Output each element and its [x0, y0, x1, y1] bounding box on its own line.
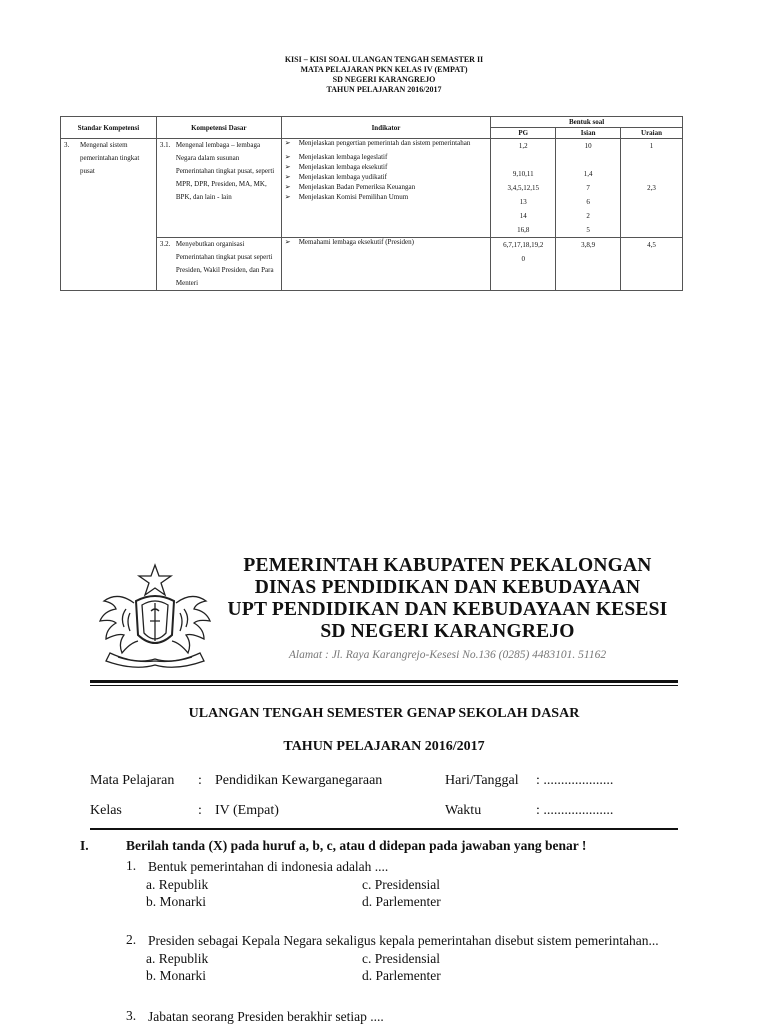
isian-value: 1,4: [583, 170, 593, 178]
letterhead-line: DINAS PENDIDIKAN DAN KEBUDAYAAN: [254, 577, 641, 598]
isian-value: 3,8,9: [581, 241, 596, 249]
pg-value: 0: [521, 255, 525, 263]
cell-uraian: [621, 238, 683, 291]
option-list: [146, 876, 700, 912]
isian-value: 7: [586, 184, 590, 192]
kd-number: 3.2.: [159, 240, 171, 248]
pg-value: 6,7,17,18,19,2: [503, 241, 544, 249]
header-isian: Isian: [556, 128, 621, 139]
cell-isian: [556, 238, 621, 291]
divider: [90, 680, 678, 683]
exam-year: TAHUN PELAJARAN 2016/2017: [283, 739, 485, 754]
section-instruction: Berilah tanda (X) pada huruf a, b, c, atau d didepan pada jawaban yang benar !: [126, 838, 587, 853]
pg-value: 14: [519, 212, 527, 220]
question-section: [80, 838, 700, 1026]
header-pg: PG: [491, 128, 556, 139]
list-item: ➢ Menjelaskan Komisi Pemilihan Umum: [285, 193, 488, 202]
pg-value: 1,2: [518, 142, 528, 150]
option-d[interactable]: d. Parlementer: [362, 968, 441, 983]
kisi-table: [60, 116, 683, 291]
kelas-value: IV (Empat): [215, 803, 279, 818]
option-c[interactable]: c. Presidensial: [362, 877, 440, 892]
colon: :: [198, 803, 202, 818]
letterhead-text: [215, 555, 680, 665]
cell-isian: [556, 139, 621, 238]
section-heading: [80, 838, 700, 858]
uraian-value: 2,3: [647, 184, 656, 192]
kd-text: Menyebutkan organisasi Pemerintahan tingkat pusat seperti Presiden, Wakil Presiden, dan Para Menteri: [175, 240, 274, 287]
isian-value: 6: [586, 198, 590, 206]
question-item: [126, 932, 666, 950]
uraian-value: 4,5: [647, 241, 656, 249]
kd-number: 3.1.: [159, 141, 171, 149]
table-header-row: [61, 117, 683, 128]
isian-value: 2: [586, 212, 590, 220]
pg-value: 16,8: [517, 226, 530, 234]
cell-indikator: [281, 139, 491, 238]
pg-value: 9,10,11: [512, 170, 534, 178]
kd-text: Mengenal lembaga – lembaga Negara dalam susunan Pemerintahan tingkat pusat, seperti MPR, DPR, Presiden, MA, MK, BPK, dan lain - lain: [175, 141, 275, 201]
letterhead-line: PEMERINTAH KABUPATEN PEKALONGAN: [243, 555, 652, 576]
info-row-kelas: [90, 803, 690, 823]
kisi-title: [0, 55, 768, 95]
pg-value: [494, 153, 552, 167]
letterhead-address: Alamat : Jl. Raya Karangrejo-Kesesi No.136 (0285) 4483101. 51162: [288, 649, 607, 661]
question-number: 1.: [126, 858, 137, 873]
question-number: 3.: [126, 1008, 137, 1023]
option-a[interactable]: a. Republik: [146, 877, 209, 892]
section-number: I.: [80, 838, 89, 853]
option-b[interactable]: b. Monarki: [146, 968, 206, 983]
question-number: 2.: [126, 932, 137, 947]
header-sk: Standar Kompetensi: [61, 117, 157, 139]
question-item: [126, 1008, 700, 1026]
uraian-value: [624, 167, 679, 181]
uraian-value: 1: [649, 142, 654, 150]
header-kd: Kompetensi Dasar: [156, 117, 281, 139]
info-row-mapel: [90, 773, 690, 793]
cell-kd: [156, 238, 281, 291]
option-c[interactable]: c. Presidensial: [362, 951, 440, 966]
cell-indikator: [281, 238, 491, 291]
list-item: ➢ Menjelaskan lembaga eksekutif: [285, 163, 488, 172]
kelas-label: Kelas: [90, 803, 122, 818]
question-text: Bentuk pemerintahan di indonesia adalah ....: [148, 859, 389, 874]
isian-value: [559, 153, 617, 167]
kisi-title-line: SD NEGERI KARANGREJO: [332, 75, 436, 84]
header-bentuk-soal: Bentuk soal: [491, 117, 683, 128]
header-indikator: Indikator: [281, 117, 491, 139]
isian-value: 10: [584, 142, 592, 150]
cell-pg: [491, 238, 556, 291]
cell-uraian: [621, 139, 683, 238]
cell-pg: [491, 139, 556, 238]
letterhead-line: UPT PENDIDIKAN DAN KEBUDAYAAN KESESI: [227, 599, 668, 620]
hari-value: : ....................: [536, 773, 614, 788]
list-item: ➢ Menjelaskan Badan Pemeriksa Keuangan: [285, 183, 488, 192]
list-item: ➢ Menjelaskan lembaga legeslatif: [285, 153, 488, 162]
header-uraian: Uraian: [621, 128, 683, 139]
option-list: [146, 950, 700, 986]
hari-label: Hari/Tanggal: [445, 773, 519, 788]
sk-number: 3.: [64, 141, 70, 149]
colon: :: [198, 773, 202, 788]
cell-kd: [156, 139, 281, 238]
divider: [90, 828, 678, 830]
letterhead: [90, 555, 680, 675]
divider: [90, 685, 678, 686]
pg-value: 3,4,5,12,15: [507, 184, 539, 192]
question-text: Presiden sebagai Kepala Negara sekaligus kepala pemerintahan disebut sistem pemerintahan...: [148, 933, 659, 948]
option-b[interactable]: b. Monarki: [146, 894, 206, 909]
option-d[interactable]: d. Parlementer: [362, 894, 441, 909]
question-item: [126, 858, 700, 876]
option-a[interactable]: a. Republik: [146, 951, 209, 966]
table-row: [61, 139, 683, 238]
list-item: ➢ Memahami lembaga eksekutif (Presiden): [285, 238, 488, 247]
garuda-emblem-icon: [96, 561, 214, 671]
waktu-value: : ....................: [536, 803, 614, 818]
mapel-value: Pendidikan Kewarganegaraan: [215, 773, 383, 788]
pg-value: 13: [519, 198, 527, 206]
list-item: ➢ Menjelaskan lembaga yudikatif: [285, 173, 488, 182]
list-item: ➢ Menjelaskan pengertian pemerintah dan sistem pemerintahan: [285, 139, 488, 148]
kisi-title-line: MATA PELAJARAN PKN KELAS IV (EMPAT): [300, 65, 468, 74]
sk-text: Mengenal sistem pemerintahan tingkat pusat: [80, 141, 140, 175]
question-text: Jabatan seorang Presiden berakhir setiap ....: [148, 1009, 384, 1024]
mapel-label: Mata Pelajaran: [90, 773, 175, 788]
kisi-title-line: TAHUN PELAJARAN 2016/2017: [326, 85, 442, 94]
isian-value: 5: [586, 226, 590, 234]
waktu-label: Waktu: [445, 803, 482, 818]
uraian-value: [624, 153, 679, 167]
kisi-title-line: KISI – KISI SOAL ULANGAN TENGAH SEMASTER II: [284, 55, 484, 64]
letterhead-line: SD NEGERI KARANGREJO: [320, 621, 575, 642]
cell-sk: [61, 139, 157, 291]
exam-title: ULANGAN TENGAH SEMESTER GENAP SEKOLAH DASAR: [188, 706, 580, 721]
